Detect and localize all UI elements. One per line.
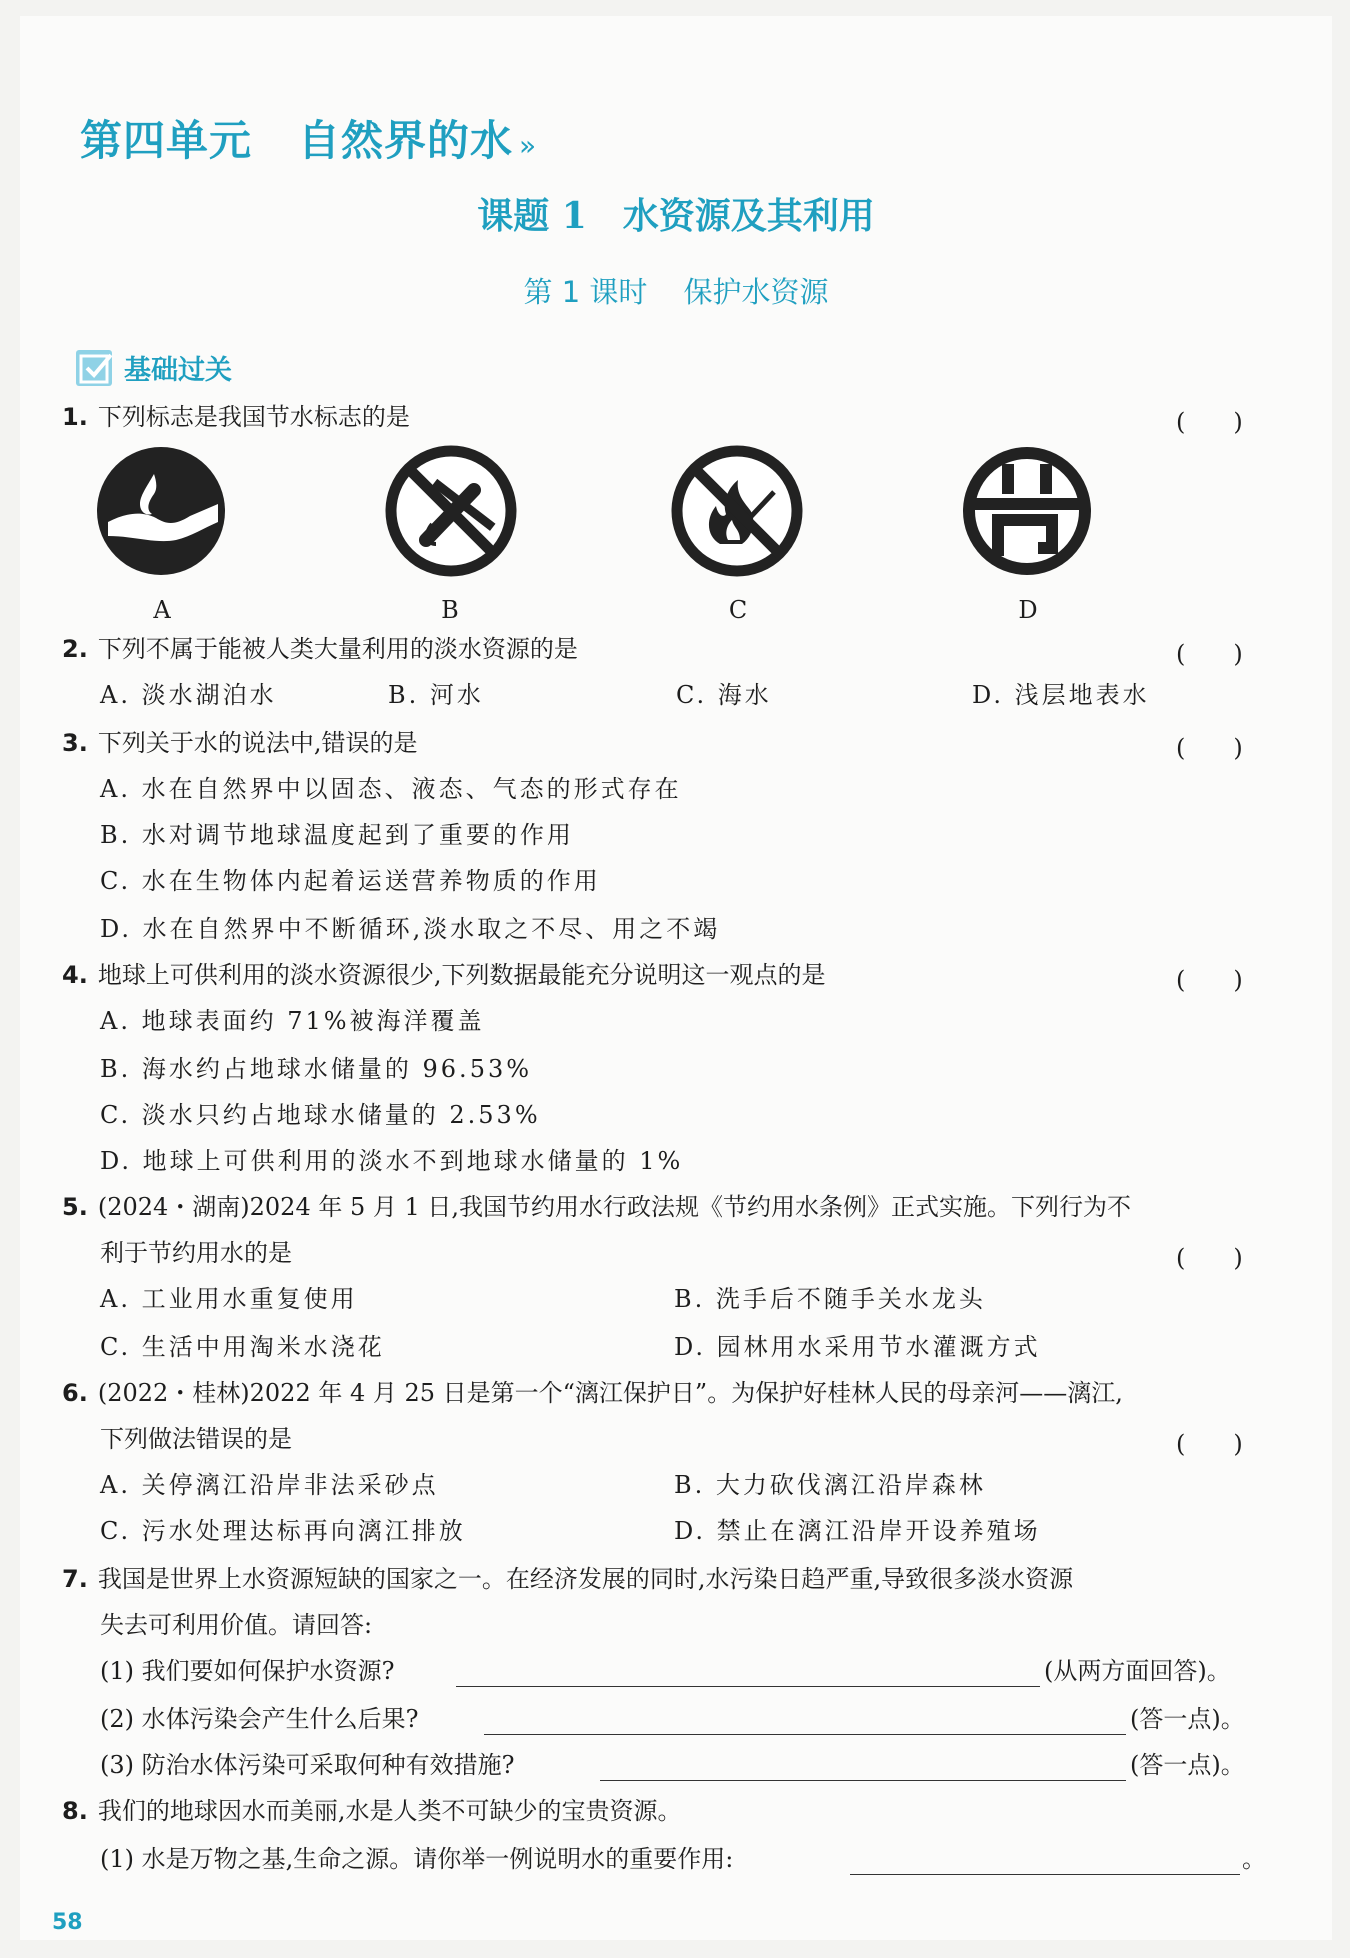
- question-number: 8.: [62, 1797, 88, 1825]
- energy-saving-icon: [960, 444, 1094, 582]
- sub-question-text: (3) 防治水体污染可采取何种有效措施?: [100, 1751, 515, 1779]
- question-text-cont: 失去可利用价值。请回答:: [100, 1611, 373, 1639]
- option-c: C. 污水处理达标再向漓江排放: [100, 1517, 466, 1545]
- page-number: 58: [52, 1910, 83, 1935]
- option-label: D: [1018, 596, 1038, 624]
- option-a: A. 水在自然界中以固态、液态、气态的形式存在: [100, 775, 682, 803]
- option-b: B. 洗手后不随手关水龙头: [674, 1285, 986, 1313]
- section-label: 基础过关: [124, 355, 232, 386]
- option-label: B: [441, 596, 459, 624]
- page: [20, 16, 1332, 1940]
- question-6: [62, 1378, 1123, 1408]
- double-chevron-icon: »: [519, 129, 538, 162]
- option-d: D. 浅层地表水: [972, 681, 1150, 709]
- section-header: [76, 348, 232, 387]
- answer-blank[interactable]: [850, 1848, 1240, 1875]
- option-d: D. 水在自然界中不断循环,淡水取之不尽、用之不竭: [100, 915, 721, 943]
- option-c: C. 水在生物体内起着运送营养物质的作用: [100, 867, 601, 895]
- sub-question-suffix: (答一点)。: [1130, 1705, 1245, 1733]
- period-title: 第 1 课时 保护水资源: [523, 275, 829, 309]
- question-number: 2.: [62, 635, 88, 663]
- no-smoking-icon: [384, 444, 518, 582]
- option-a: A. 工业用水重复使用: [100, 1285, 358, 1313]
- checkbox-icon: [76, 350, 112, 386]
- option-c: C. 生活中用淘米水浇花: [100, 1333, 385, 1361]
- question-7: [62, 1564, 1073, 1594]
- question-text: 我们的地球因水而美丽,水是人类不可缺少的宝贵资源。: [97, 1797, 682, 1825]
- sub-question-3: [100, 1750, 515, 1780]
- question-text: 下列标志是我国节水标志的是: [97, 403, 410, 431]
- option-c: C. 淡水只约占地球水储量的 2.53%: [100, 1101, 541, 1129]
- option-c: C. 海水: [676, 681, 772, 709]
- answer-paren: ( ): [1176, 1430, 1243, 1458]
- sub-question-text: (1) 我们要如何保护水资源?: [100, 1657, 395, 1685]
- question-8: [62, 1796, 681, 1826]
- question-text: 下列不属于能被人类大量利用的淡水资源的是: [97, 635, 578, 663]
- answer-paren: ( ): [1176, 734, 1243, 762]
- option-label: C: [728, 596, 748, 624]
- question-text-cont: 下列做法错误的是: [100, 1425, 292, 1453]
- option-a: A. 地球表面约 71%被海洋覆盖: [100, 1007, 485, 1035]
- no-fire-icon: [670, 444, 804, 582]
- answer-paren: ( ): [1176, 640, 1243, 668]
- option-d: D. 禁止在漓江沿岸开设养殖场: [674, 1517, 1041, 1545]
- sub-question-1: [100, 1656, 395, 1686]
- question-text: (2022・桂林)2022 年 4 月 25 日是第一个“漓江保护日”。为保护好桂林人民的母亲河——漓江,: [97, 1379, 1123, 1407]
- question-number: 5.: [62, 1193, 88, 1221]
- option-a: A. 关停漓江沿岸非法采砂点: [100, 1471, 439, 1499]
- option-b: B. 海水约占地球水储量的 96.53%: [100, 1055, 533, 1083]
- answer-blank[interactable]: [484, 1708, 1126, 1735]
- question-5: [62, 1192, 1131, 1222]
- unit-title: 第四单元 自然界的水 »: [80, 116, 538, 165]
- sub-question-text: (2) 水体污染会产生什么后果?: [100, 1705, 419, 1733]
- sub-question-suffix: (答一点)。: [1130, 1751, 1245, 1779]
- answer-paren: ( ): [1176, 408, 1243, 436]
- question-number: 1.: [62, 403, 88, 431]
- question-number: 4.: [62, 961, 88, 989]
- answer-paren: ( ): [1176, 1244, 1243, 1272]
- question-text-cont: 利于节约用水的是: [100, 1239, 292, 1267]
- lesson-title: 课题 1 水资源及其利用: [477, 195, 875, 237]
- question-text: 下列关于水的说法中,错误的是: [97, 729, 418, 757]
- question-number: 7.: [62, 1565, 88, 1593]
- sub-question-1: [100, 1844, 733, 1874]
- question-1: [62, 402, 410, 432]
- option-b: B. 水对调节地球温度起到了重要的作用: [100, 821, 574, 849]
- sub-question-2: [100, 1704, 419, 1734]
- question-text: (2024・湖南)2024 年 5 月 1 日,我国节约用水行政法规《节约用水条例》正式实施。下列行为不: [97, 1193, 1132, 1221]
- option-label: A: [153, 596, 171, 624]
- water-drop-hand-icon: [94, 444, 228, 582]
- question-text: 地球上可供利用的淡水资源很少,下列数据最能充分说明这一观点的是: [97, 961, 826, 989]
- question-text: 我国是世界上水资源短缺的国家之一。在经济发展的同时,水污染日趋严重,导致很多淡水资源: [97, 1565, 1074, 1593]
- question-3: [62, 728, 417, 758]
- option-b: B. 河水: [388, 681, 484, 709]
- sub-question-suffix: 。: [1242, 1845, 1266, 1873]
- option-a: A. 淡水湖泊水: [100, 681, 277, 709]
- question-number: 6.: [62, 1379, 88, 1407]
- question-2: [62, 634, 578, 664]
- answer-paren: ( ): [1176, 966, 1243, 994]
- answer-blank[interactable]: [600, 1754, 1126, 1781]
- option-b: B. 大力砍伐漓江沿岸森林: [674, 1471, 986, 1499]
- option-d: D. 园林用水采用节水灌溉方式: [674, 1333, 1041, 1361]
- answer-blank[interactable]: [456, 1660, 1040, 1687]
- question-4: [62, 960, 825, 990]
- option-d: D. 地球上可供利用的淡水不到地球水储量的 1%: [100, 1147, 684, 1175]
- question-number: 3.: [62, 729, 88, 757]
- sub-question-suffix: (从两方面回答)。: [1044, 1657, 1231, 1685]
- sub-question-text: (1) 水是万物之基,生命之源。请你举一例说明水的重要作用:: [100, 1845, 734, 1873]
